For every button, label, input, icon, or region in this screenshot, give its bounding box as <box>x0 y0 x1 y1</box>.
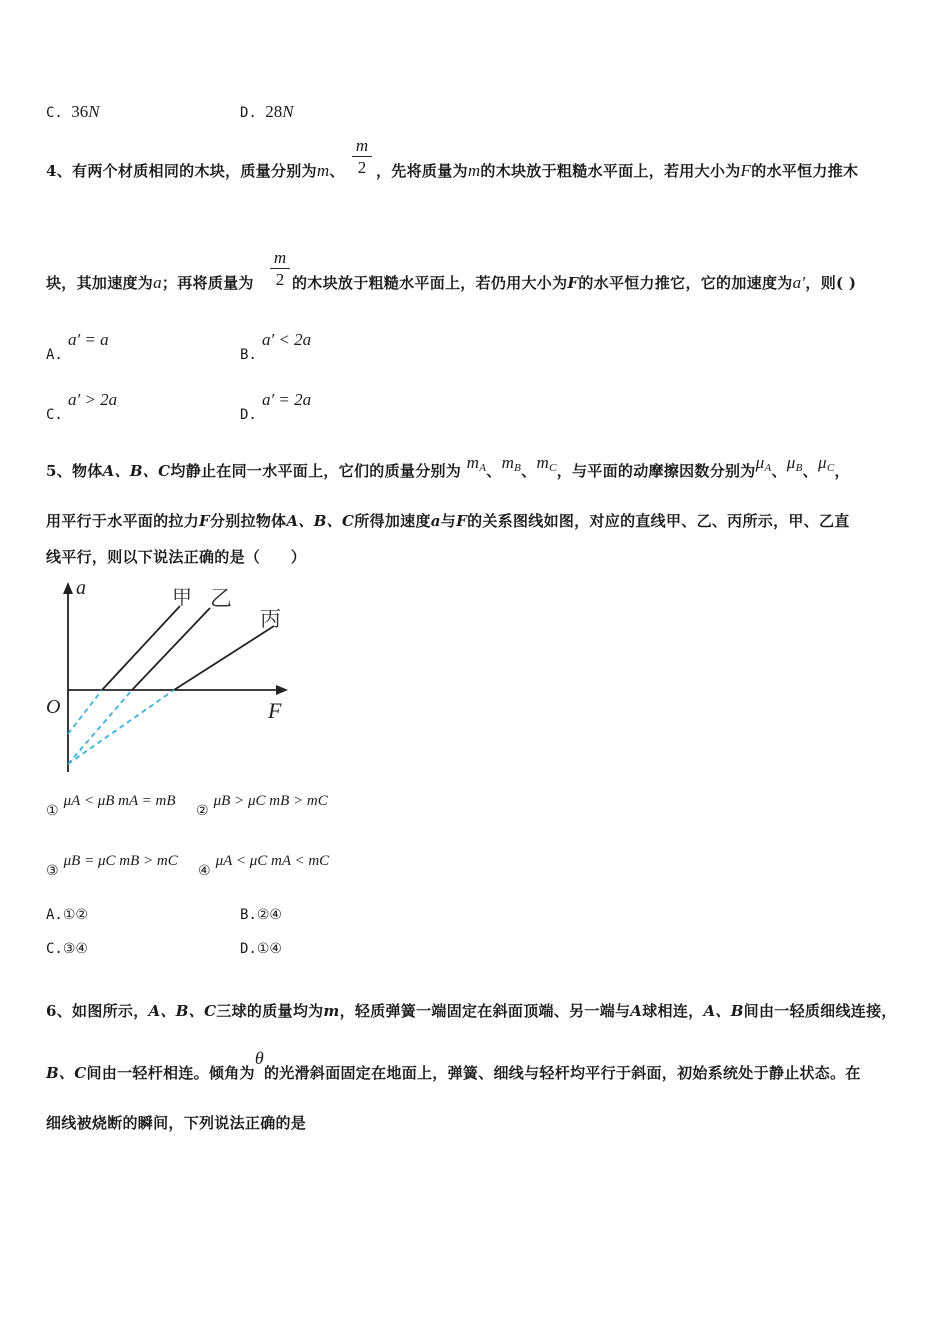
mu-b <box>787 453 803 472</box>
mu-a <box>756 453 772 472</box>
text-a: A <box>630 1002 643 1020</box>
q5-line-2 <box>46 510 850 531</box>
q4-line-1 <box>46 160 345 181</box>
option-label: D. <box>240 407 257 423</box>
text: ；再将质量为 <box>161 274 254 292</box>
text: 的光滑斜面固定在地面上，弹簧、细线与轻杆均平行于斜面，初始系统处于静止状态。在 <box>264 1064 861 1082</box>
text: 、 <box>521 462 537 480</box>
y-axis-arrow <box>63 582 73 594</box>
subscript: B <box>514 462 522 474</box>
text: 均静止在同一水平面上，它们的质量分别为 <box>170 462 462 480</box>
mass-c <box>536 453 556 472</box>
subscript: B <box>795 462 803 474</box>
option-value: ①② <box>62 907 88 923</box>
text: 5、物体 <box>46 462 103 480</box>
math-mu: μ <box>786 453 796 472</box>
q4-line-2 <box>46 272 254 293</box>
q4-line-1b <box>376 160 858 181</box>
math-m: m <box>316 161 330 180</box>
q5-statement-2 <box>196 790 328 819</box>
math-mu: μ <box>755 453 765 472</box>
label-yi: 乙 <box>210 587 233 612</box>
option-label: A. <box>46 907 63 923</box>
q3-option-c <box>46 102 100 122</box>
y-axis-label: a <box>76 577 86 599</box>
option-value: ③④ <box>62 941 88 957</box>
option-value: ②④ <box>256 907 282 923</box>
math-a: a <box>153 273 162 292</box>
option-label: B. <box>240 907 257 923</box>
q4-fraction-1 <box>352 136 372 179</box>
text: 分别拉物体 <box>209 512 287 530</box>
text: ， <box>834 462 850 480</box>
text-abc: A、B、C <box>102 462 171 480</box>
text: 间由一轻质细线连接， <box>743 1002 897 1020</box>
text-abc: A、B、C <box>148 1002 217 1020</box>
text: 6、如图所示， <box>46 1002 149 1020</box>
q4-fraction-2 <box>270 248 290 291</box>
math-m: m <box>501 453 515 472</box>
math-m: m <box>466 453 480 472</box>
statement-number: ① <box>46 803 59 819</box>
text: 、 <box>771 462 787 480</box>
option-unit: N <box>88 102 100 121</box>
math-m: m <box>536 453 550 472</box>
text: 与 <box>440 512 457 530</box>
q4-option-c <box>46 390 118 423</box>
fraction-numerator: m <box>352 136 372 157</box>
statement-number: ③ <box>46 863 59 879</box>
line-jia-extension <box>68 690 102 734</box>
statement-expr: μB > μC mB > mC <box>213 793 328 809</box>
statement-expr: μA < μC mA < mC <box>215 853 330 869</box>
text: 、 <box>486 462 502 480</box>
text-bc: B、C <box>46 1064 87 1082</box>
q5-statement-1 <box>46 790 176 819</box>
fraction-denominator: 2 <box>275 270 285 289</box>
text: 用平行于水平面的拉力 <box>46 512 200 530</box>
mu-c <box>818 453 834 472</box>
text: 所得加速度 <box>354 512 431 530</box>
fraction-denominator: 2 <box>357 158 367 177</box>
subscript: A <box>479 462 487 474</box>
text: ，与平面的动摩擦因数分别为 <box>556 462 756 480</box>
option-label: B. <box>240 347 257 363</box>
math-F: F <box>567 274 579 292</box>
text: 的水平恒力推它，它的加速度为 <box>578 274 793 292</box>
q4-option-d <box>240 390 312 423</box>
q5-option-d <box>240 941 282 957</box>
option-label: C. <box>46 407 63 423</box>
text: 、 <box>802 462 818 480</box>
q6-line-1 <box>46 1000 897 1021</box>
text: ，则( ) <box>805 274 857 292</box>
q5-line-1 <box>46 453 850 482</box>
text: 球相连， <box>642 1002 704 1020</box>
text: 间由一轻杆相连。倾角为 <box>86 1064 255 1082</box>
option-label: C. <box>46 941 63 957</box>
option-value: 28 <box>265 102 283 121</box>
statement-expr: μA < μB mA = mB <box>63 793 176 809</box>
x-axis-label: F <box>268 698 282 723</box>
q5-graph <box>40 576 300 786</box>
option-expr: a′ = 2a <box>261 390 312 409</box>
option-label: D. <box>240 941 257 957</box>
text: 块，其加速度为 <box>46 274 154 292</box>
line-bing-extension <box>68 690 174 764</box>
q5-statement-4 <box>198 850 330 879</box>
label-jia: 甲 <box>172 585 192 609</box>
fraction-numerator: m <box>270 248 290 269</box>
text: 的木块放于粗糙水平面上，若仍用大小为 <box>292 274 568 292</box>
text: 4、有两个材质相同的木块，质量分别为 <box>46 162 317 180</box>
subscript: A <box>764 462 772 474</box>
option-expr: a′ = a <box>67 330 109 349</box>
option-value: ①④ <box>256 941 282 957</box>
text: ，先将质量为 <box>376 162 468 180</box>
x-axis-arrow <box>276 685 288 695</box>
text: 三球的质量均为 <box>216 1002 324 1020</box>
option-label: A. <box>46 347 63 363</box>
line-yi <box>132 608 210 690</box>
text-abc: A、B、C <box>286 512 355 530</box>
subscript: C <box>826 462 835 474</box>
text: 的水平恒力推木 <box>751 162 859 180</box>
math-F: F <box>456 512 468 530</box>
math-theta: θ <box>254 1048 264 1068</box>
line-jia <box>102 606 180 690</box>
q5-option-c <box>46 941 88 957</box>
q5-statement-3 <box>46 850 178 879</box>
text: 的木块放于粗糙水平面上，若用大小为 <box>480 162 741 180</box>
option-label: D. <box>240 105 257 121</box>
q5-option-b <box>240 907 282 923</box>
statement-number: ② <box>196 803 209 819</box>
option-label: C. <box>46 105 63 121</box>
math-m: m <box>467 161 481 180</box>
mass-a <box>467 453 487 472</box>
statement-number: ④ <box>198 863 211 879</box>
label-bing: 丙 <box>260 607 281 631</box>
q4-option-a <box>46 330 109 363</box>
option-value: 36 <box>71 102 89 121</box>
q4-option-b <box>240 330 312 363</box>
text: 的关系图线如图，对应的直线甲、乙、丙所示，甲、乙直 <box>467 512 850 530</box>
math-m: m <box>323 1002 340 1020</box>
math-a-prime: a′ <box>792 273 806 292</box>
subscript: C <box>549 462 557 474</box>
q6-line-2 <box>46 1048 861 1083</box>
origin-label: O <box>46 696 61 718</box>
option-expr: a′ > 2a <box>67 390 118 409</box>
q5-option-a <box>46 907 88 923</box>
line-bing <box>174 626 274 690</box>
q6-line-3: 细线被烧断的瞬间，下列说法正确的是 <box>46 1114 307 1132</box>
math-F: F <box>740 161 752 180</box>
math-mu: μ <box>817 453 827 472</box>
q3-option-d <box>240 102 294 122</box>
option-expr: a′ < 2a <box>261 330 312 349</box>
option-unit: N <box>282 102 294 121</box>
text: 、 <box>329 162 345 180</box>
q5-line-3: 线平行，则以下说法正确的是（ ） <box>46 548 307 566</box>
statement-expr: μB = μC mB > mC <box>63 853 178 869</box>
math-a: a <box>430 512 441 530</box>
mass-b <box>502 453 522 472</box>
text-ab: A、B <box>703 1002 744 1020</box>
text: ，轻质弹簧一端固定在斜面顶端、另一端与 <box>339 1002 631 1020</box>
q4-line-2b <box>292 272 856 293</box>
math-F: F <box>199 512 210 530</box>
